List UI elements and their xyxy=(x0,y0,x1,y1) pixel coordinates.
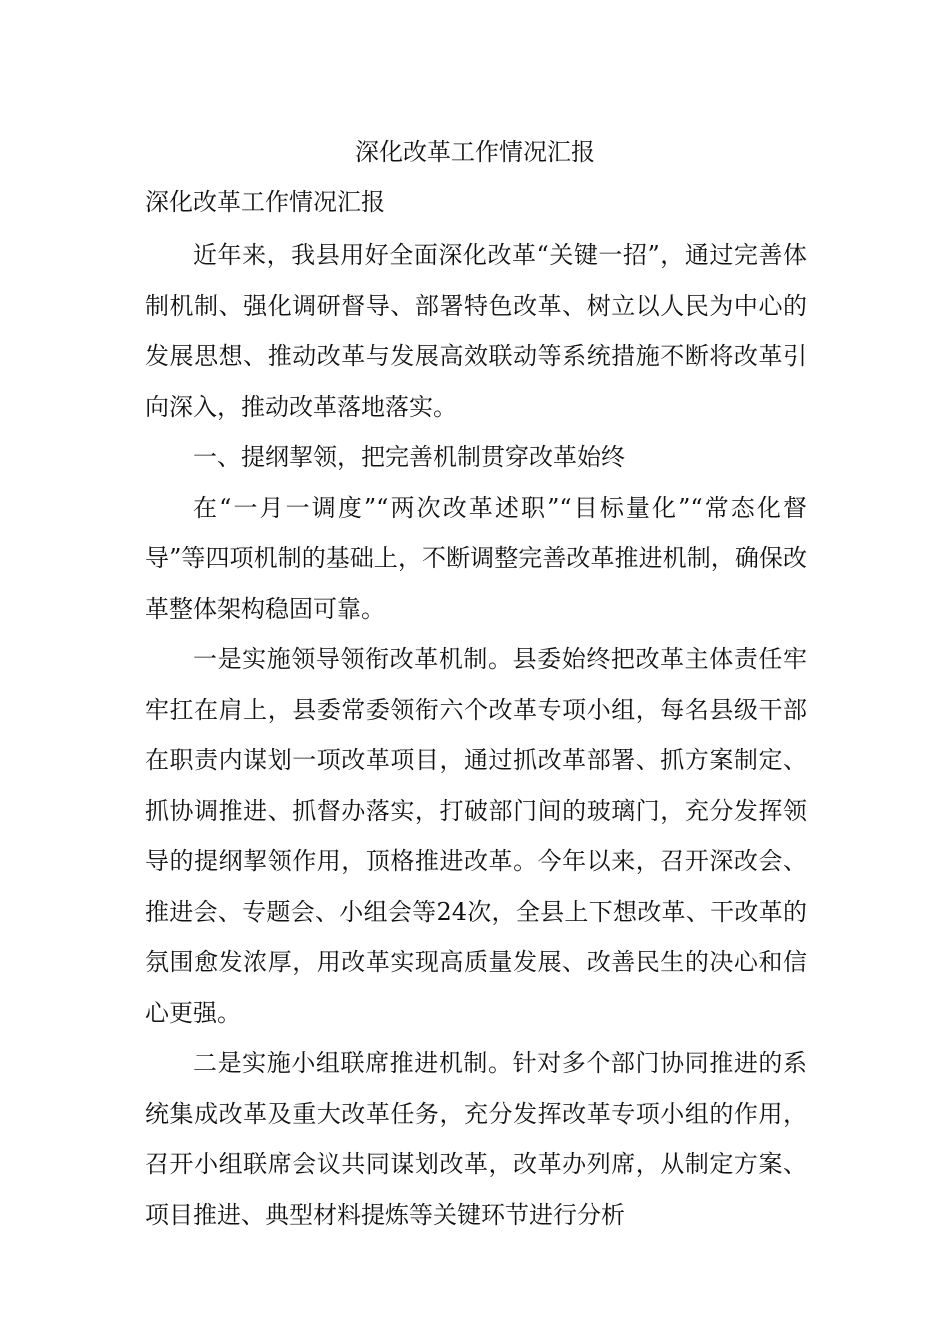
document-title: 深化改革工作情况汇报 xyxy=(355,138,595,166)
paragraph-intro: 近年来，我县用好全面深化改革“关键一招”，通过完善体制机制、强化调研督导、部署特色改革、树立以人民为中心的发展思想、推动改革与发展高效联动等系统措施不断将改革引向深入，推动改革落地落实。 xyxy=(145,241,807,421)
document-body xyxy=(145,230,807,1240)
paragraph-group-joint: 二是实施小组联席推进机制。针对多个部门协同推进的系统集成改革及重大改革任务，充分发挥改革专项小组的作用，召开小组联席会议共同谋划改革，改革办列席，从制定方案、项目推进、典型材料提炼等关键环节进行分析 xyxy=(145,1049,807,1229)
document-subtitle: 深化改革工作情况汇报 xyxy=(145,188,385,216)
paragraph-leadership: 一是实施领导领衔改革机制。县委始终把改革主体责任牢牢扛在肩上，县委常委领衔六个改革专项小组，每名县级干部在职责内谋划一项改革项目，通过抓改革部署、抓方案制定、抓协调推进、抓督办落实，打破部门间的玻璃门，充分发挥领导的提纲挈领作用，顶格推进改革。今年以来，召开深改会、推进会、专题会、小组会等24次，全县上下想改革、干改革的氛围愈发浓厚，用改革实现高质量发展、改善民生的决心和信心更强。 xyxy=(145,645,807,1027)
section-heading: 一、提纲挈领，把完善机制贯穿改革始终 xyxy=(193,443,625,471)
paragraph-mechanisms: 在“一月一调度”“两次改革述职”“目标量化”“常态化督导”等四项机制的基础上，不断调整完善改革推进机制，确保改革整体架构稳固可靠。 xyxy=(145,493,807,623)
